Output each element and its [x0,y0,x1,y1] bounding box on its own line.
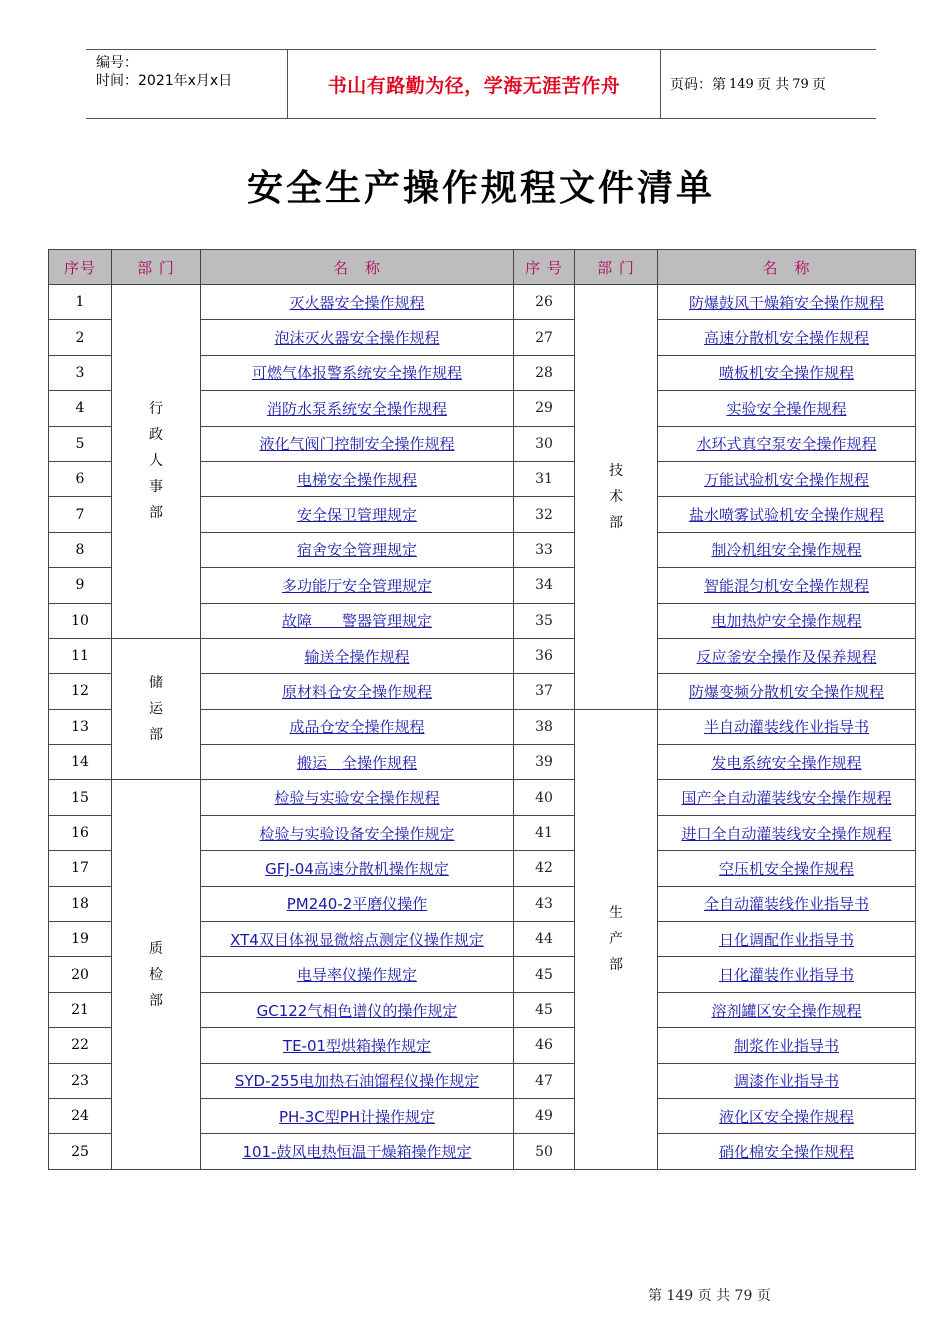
department-char: 储 [149,675,163,692]
procedure-name-cell [201,992,514,1027]
header-seq-2: 序 号 [514,250,575,285]
row-number-2: 28 [514,355,575,390]
procedure-name-2-link[interactable]: 反应釜安全操作及保养规程 [696,647,877,666]
procedure-name-link[interactable]: PM240-2平磨仪操作 [286,895,428,914]
row-number-2: 44 [514,922,575,957]
footer-suffix: 页 [756,1288,771,1304]
department-char: 质 [149,940,163,957]
row-number: 11 [49,638,112,673]
row-number: 10 [49,603,112,638]
procedure-name-link[interactable]: 安全保卫管理规定 [296,506,417,525]
procedure-name-cell [201,1134,514,1169]
procedure-name-link[interactable]: PH-3C型PH计操作规定 [278,1107,436,1126]
department-char: 事 [149,479,163,496]
page-total: 79 [792,76,809,92]
procedure-name-2-link[interactable]: 进口全自动灌装线安全操作规程 [681,824,892,843]
row-number: 14 [49,745,112,780]
header-meta [96,54,232,90]
procedure-name-2-link[interactable]: 半自动灌装线作业指导书 [703,718,869,737]
department-char: 生 [609,905,623,922]
row-number: 3 [49,355,112,390]
procedure-name-2-link[interactable]: 喷板机安全操作规程 [718,364,854,383]
header-dept: 部 门 [112,250,201,285]
row-number-2: 45 [514,992,575,1027]
page-title: 安全生产操作规程文件清单 [246,168,715,209]
page-footer [648,1285,771,1305]
procedure-name-2-cell [658,497,916,532]
row-number-2: 33 [514,532,575,567]
procedure-name-2-link[interactable]: 制冷机组安全操作规程 [711,541,862,560]
row-number: 19 [49,922,112,957]
row-number-2: 45 [514,957,575,992]
row-number-2: 39 [514,745,575,780]
procedure-name-cell [201,745,514,780]
procedure-name-2-link[interactable]: 日化灌装作业指导书 [718,966,854,985]
department-cell-tech [575,285,658,710]
procedure-name-2-cell [658,780,916,815]
procedure-name-cell [201,603,514,638]
procedure-name-link[interactable]: TE-01型烘箱操作规定 [282,1036,432,1055]
row-number: 12 [49,674,112,709]
department-cell-storage [112,638,201,780]
procedure-name-link[interactable]: 多功能厅安全管理规定 [281,576,432,595]
procedure-name-cell [201,1028,514,1063]
page-header [86,49,876,119]
procedure-name-cell [201,780,514,815]
row-number-2: 43 [514,886,575,921]
procedure-name-2-link[interactable]: 空压机安全操作规程 [718,859,854,878]
department-char: 技 [609,462,623,479]
procedure-name-cell [201,426,514,461]
row-number: 2 [49,320,112,355]
procedure-name-2-link[interactable]: 发电系统安全操作规程 [711,753,862,772]
department-char: 产 [609,931,623,948]
department-char: 部 [609,514,623,531]
department-char: 人 [149,453,163,470]
department-char: 行 [149,401,163,418]
row-number-2: 50 [514,1134,575,1169]
row-number: 23 [49,1063,112,1098]
procedure-name-2-link[interactable]: 智能混匀机安全操作规程 [703,576,869,595]
procedure-name-link[interactable]: 原材料仓安全操作规程 [281,682,432,701]
footer-middle: 页 共 [697,1288,731,1304]
procedure-name-2-cell [658,285,916,320]
footer-page-total: 79 [734,1288,753,1304]
table-row [49,780,916,815]
procedure-name-cell [201,851,514,886]
row-number-2: 37 [514,674,575,709]
procedure-name-2-link[interactable]: 日化调配作业指导书 [718,930,854,949]
procedure-name-2-link[interactable]: 防爆变频分散机安全操作规程 [688,682,884,701]
procedure-name-2-cell [658,1028,916,1063]
procedure-name-2-link[interactable]: 硝化棉安全操作规程 [718,1143,854,1162]
procedure-name-2-link[interactable]: 万能试验机安全操作规程 [703,470,869,489]
procedure-name-2-cell [658,922,916,957]
procedure-name-cell [201,1063,514,1098]
department-cell-qc [112,780,201,1169]
procedure-name-2-link[interactable]: 高速分散机安全操作规程 [703,329,869,348]
procedure-name-2-cell [658,355,916,390]
header-name: 名 称 [201,250,514,285]
row-number-2: 26 [514,285,575,320]
table-body [49,285,916,1170]
document-number-label: 编号： [96,55,138,71]
header-motto: 书山有路勤为径，学海无涯苦作舟 [327,74,621,97]
row-number-2: 46 [514,1028,575,1063]
row-number: 17 [49,851,112,886]
procedure-name-link[interactable]: 泡沫灭火器安全操作规程 [274,329,440,348]
procedure-name-2-cell [658,461,916,496]
procedure-name-2-cell [658,992,916,1027]
table-row [49,285,916,320]
procedure-name-cell [201,957,514,992]
department-char: 部 [149,992,163,1009]
procedure-name-2-cell [658,568,916,603]
row-number-2: 49 [514,1098,575,1133]
procedure-name-2-cell [658,745,916,780]
department-char: 部 [149,505,163,522]
department-char: 部 [609,957,623,974]
procedure-name-link[interactable]: 检验与实验设备安全操作规定 [259,824,455,843]
procedure-name-2-cell [658,815,916,850]
procedure-list-table [48,249,916,1170]
procedure-name-cell [201,461,514,496]
procedure-name-link[interactable]: 输送全操作规程 [304,647,410,666]
row-number-2: 42 [514,851,575,886]
row-number-2: 47 [514,1063,575,1098]
department-char: 部 [149,727,163,744]
footer-prefix: 第 [648,1288,662,1304]
table-header-row [49,250,916,285]
row-number: 7 [49,497,112,532]
procedure-name-2-link[interactable]: 溶剂罐区安全操作规程 [711,1001,862,1020]
procedure-name-2-cell [658,957,916,992]
row-number-2: 30 [514,426,575,461]
procedure-name-link[interactable]: GC122气相色谱仪的操作规定 [256,1001,458,1020]
row-number: 25 [49,1134,112,1169]
row-number-2: 36 [514,638,575,673]
procedure-name-cell [201,497,514,532]
row-number: 24 [49,1098,112,1133]
row-number: 9 [49,568,112,603]
procedure-name-2-link[interactable]: 调漆作业指导书 [733,1072,839,1091]
procedure-name-cell [201,709,514,744]
row-number: 21 [49,992,112,1027]
procedure-name-link[interactable]: 消防水泵系统安全操作规程 [266,399,447,418]
table-row [49,638,916,673]
row-number-2: 35 [514,603,575,638]
department-char: 术 [609,488,623,505]
procedure-name-cell [201,674,514,709]
procedure-name-link[interactable]: 电导率仪操作规定 [296,966,417,985]
page-prefix: 页码：第 [670,77,726,93]
procedure-name-2-link[interactable]: 国产全自动灌装线安全操作规程 [681,789,892,808]
procedure-name-cell [201,638,514,673]
procedure-name-link[interactable]: 灭火器安全操作规程 [289,293,425,312]
procedure-name-cell [201,320,514,355]
procedure-name-2-cell [658,320,916,355]
row-number: 22 [49,1028,112,1063]
department-char: 检 [149,966,163,983]
procedure-name-link[interactable]: SYD-255电加热石油馏程仪操作规定 [234,1072,480,1091]
procedure-name-2-cell [658,886,916,921]
procedure-name-link[interactable]: 液化气阀门控制安全操作规程 [259,435,455,454]
row-number: 6 [49,461,112,496]
procedure-name-link[interactable]: 可燃气体报警系统安全操作规程 [251,364,462,383]
row-number-2: 41 [514,815,575,850]
procedure-name-2-link[interactable]: 全自动灌装线作业指导书 [703,895,869,914]
procedure-name-link[interactable]: 101-鼓风电热恒温干燥箱操作规定 [242,1143,472,1162]
procedure-name-2-link[interactable]: 制浆作业指导书 [733,1036,839,1055]
row-number: 20 [49,957,112,992]
row-number: 15 [49,780,112,815]
department-cell-admin [112,285,201,639]
procedure-name-cell [201,391,514,426]
department-char: 运 [149,701,163,718]
procedure-name-2-cell [658,1098,916,1133]
header-divider [660,50,661,118]
procedure-name-cell [201,285,514,320]
procedure-name-2-cell [658,709,916,744]
row-number: 8 [49,532,112,567]
procedure-name-2-link[interactable]: 电加热炉安全操作规程 [711,612,862,631]
page-current: 149 [729,76,754,92]
row-number-2: 40 [514,780,575,815]
procedure-name-cell [201,815,514,850]
procedure-name-link[interactable]: 宿舍安全管理规定 [296,541,417,560]
procedure-name-link[interactable]: 搬运 全操作规程 [296,753,417,772]
row-number: 5 [49,426,112,461]
row-number-2: 32 [514,497,575,532]
procedure-name-cell [201,922,514,957]
procedure-name-2-cell [658,603,916,638]
procedure-name-link[interactable]: 成品仓安全操作规程 [289,718,425,737]
procedure-name-cell [201,1098,514,1133]
procedure-name-2-cell [658,532,916,567]
department-cell-production [575,709,658,1169]
row-number-2: 27 [514,320,575,355]
procedure-name-2-link[interactable]: 实验安全操作规程 [726,399,847,418]
procedure-name-2-cell [658,674,916,709]
procedure-name-link[interactable]: XT4双目体视显微熔点测定仪操作规定 [230,930,484,949]
department-char: 政 [149,427,163,444]
procedure-name-link[interactable]: 检验与实验安全操作规程 [274,789,440,808]
page-suffix: 页 [811,77,826,93]
procedure-name-2-link[interactable]: 液化区安全操作规程 [718,1107,854,1126]
procedure-name-cell [201,355,514,390]
procedure-name-2-cell [658,391,916,426]
procedure-name-2-cell [658,426,916,461]
row-number: 16 [49,815,112,850]
procedure-name-2-cell [658,851,916,886]
row-number-2: 38 [514,709,575,744]
procedure-name-link[interactable]: 故障 警器管理规定 [281,612,432,631]
procedure-name-link[interactable]: GFJ-04高速分散机操作规定 [265,859,449,878]
row-number: 18 [49,886,112,921]
header-name-2: 名 称 [658,250,916,285]
procedure-name-2-link[interactable]: 盐水喷雾试验机安全操作规程 [688,506,884,525]
row-number: 1 [49,285,112,320]
row-number-2: 29 [514,391,575,426]
procedure-name-cell [201,568,514,603]
procedure-name-2-link[interactable]: 水环式真空泵安全操作规程 [696,435,877,454]
procedure-name-2-link[interactable]: 防爆鼓风干燥箱安全操作规程 [688,293,884,312]
procedure-name-2-cell [658,1134,916,1169]
header-page-info [670,50,826,118]
procedure-name-2-cell [658,1063,916,1098]
row-number: 4 [49,391,112,426]
document-time: 时间：2021年x月x日 [96,73,233,89]
footer-page-current: 149 [666,1288,694,1304]
procedure-name-link[interactable]: 电梯安全操作规程 [296,470,417,489]
row-number-2: 34 [514,568,575,603]
header-seq: 序号 [49,250,112,285]
procedure-name-2-cell [658,638,916,673]
row-number: 13 [49,709,112,744]
procedure-name-cell [201,532,514,567]
page-middle: 页 共 [756,77,790,93]
row-number-2: 31 [514,461,575,496]
procedure-name-cell [201,886,514,921]
header-dept-2: 部 门 [575,250,658,285]
